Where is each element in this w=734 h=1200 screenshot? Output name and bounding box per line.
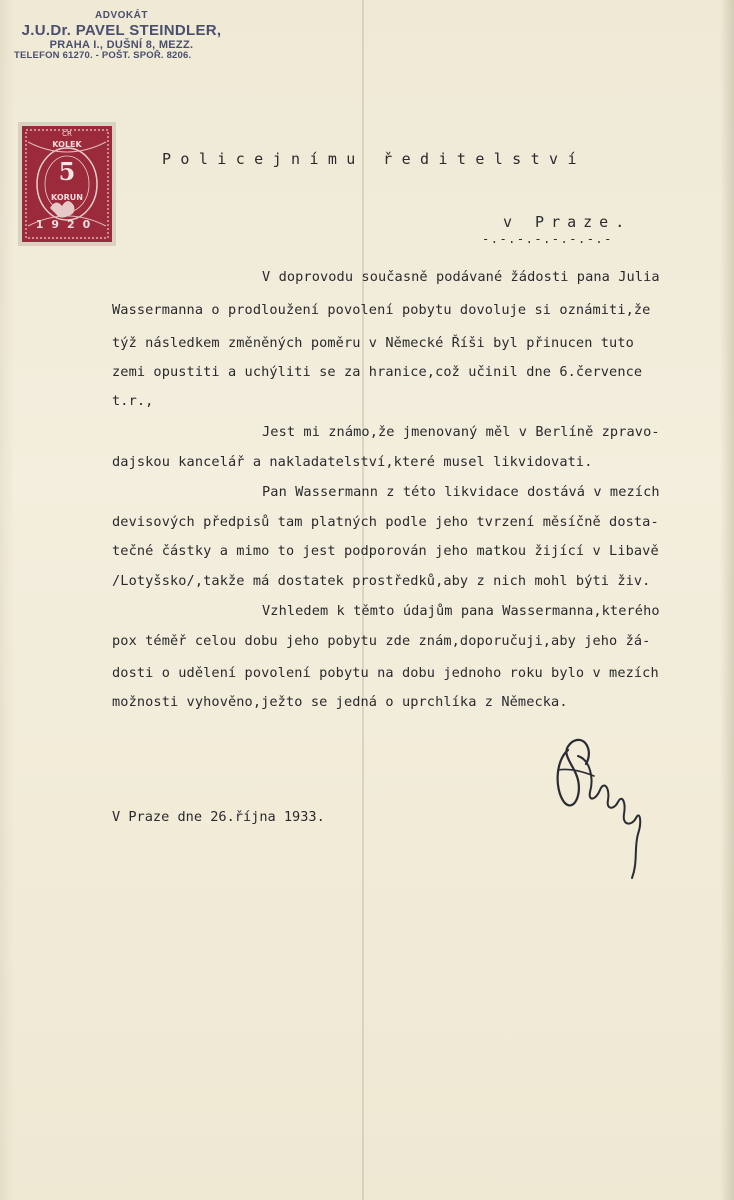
body-line: /Lotyšsko/,takže má dostatek prostředků,aby z nich mohl býti živ.: [112, 573, 651, 589]
body-line: Pan Wassermann z této likvidace dostává v mezích: [262, 484, 660, 500]
city: v Praze.: [503, 213, 632, 231]
handwritten-signature: [550, 730, 660, 890]
body-line: devisových předpisů tam platných podle jeho tvrzení měsíčně dosta-: [112, 514, 659, 530]
body-line: Jest mi známo,že jmenovaný měl v Berlíně zpravo-: [262, 424, 660, 440]
stamp-denomination: 5: [58, 157, 76, 186]
addressee: Policejnímu ředitelství: [162, 150, 586, 168]
letterhead-title: ADVOKÁT: [95, 10, 148, 21]
body-line: Wassermanna o prodloužení povolení pobytu dovoluje si oznámiti,že: [112, 302, 651, 318]
letterhead-name: J.U.Dr. PAVEL STEINDLER,: [21, 21, 222, 39]
body-line: t.r.,: [112, 393, 154, 409]
stamp-year: 1920: [35, 218, 99, 231]
letterhead-phone: TELEFON 61270. - POŠT. SPOŘ. 8206.: [14, 50, 192, 62]
revenue-stamp: [18, 122, 116, 246]
body-line: tečné částky a mimo to jest podporován jeho matkou žijící v Libavě: [112, 543, 659, 559]
stamp-currency: KORUN: [51, 193, 83, 202]
date-line: V Praze dne 26.října 1933.: [112, 809, 325, 825]
letterhead-address: PRAHA I., DUŠNÍ 8, MEZZ.: [49, 38, 194, 51]
paper-fold: [362, 0, 364, 1200]
letterhead: [14, 10, 229, 62]
stamp-top-text: ČR: [62, 130, 72, 138]
body-line: možnosti vyhověno,ježto se jedná o uprchlíka z Německa.: [112, 694, 568, 710]
body-line: dajskou kancelář a nakladatelství,které musel likvidovati.: [112, 454, 593, 470]
body-line: zemi opustiti a uchýliti se za hranice,což učinil dne 6.července: [112, 364, 643, 380]
body-line: dosti o udělení povolení pobytu na dobu jednoho roku bylo v mezích: [112, 665, 659, 681]
body-line: Vzhledem k těmto údajům pana Wassermanna,kterého: [262, 603, 660, 619]
city-underline: -.-.-.-.-.-.-.-: [482, 232, 613, 246]
body-line: V doprovodu současně podávané žádosti pana Julia: [262, 269, 660, 285]
body-line: pox téměř celou dobu jeho pobytu zde znám,doporučuji,aby jeho žá-: [112, 633, 651, 649]
body-line: týž následkem změněných poměru v Německé Říši byl přinucen tuto: [112, 335, 634, 351]
stamp-kolek-text: KOLEK: [52, 140, 82, 149]
